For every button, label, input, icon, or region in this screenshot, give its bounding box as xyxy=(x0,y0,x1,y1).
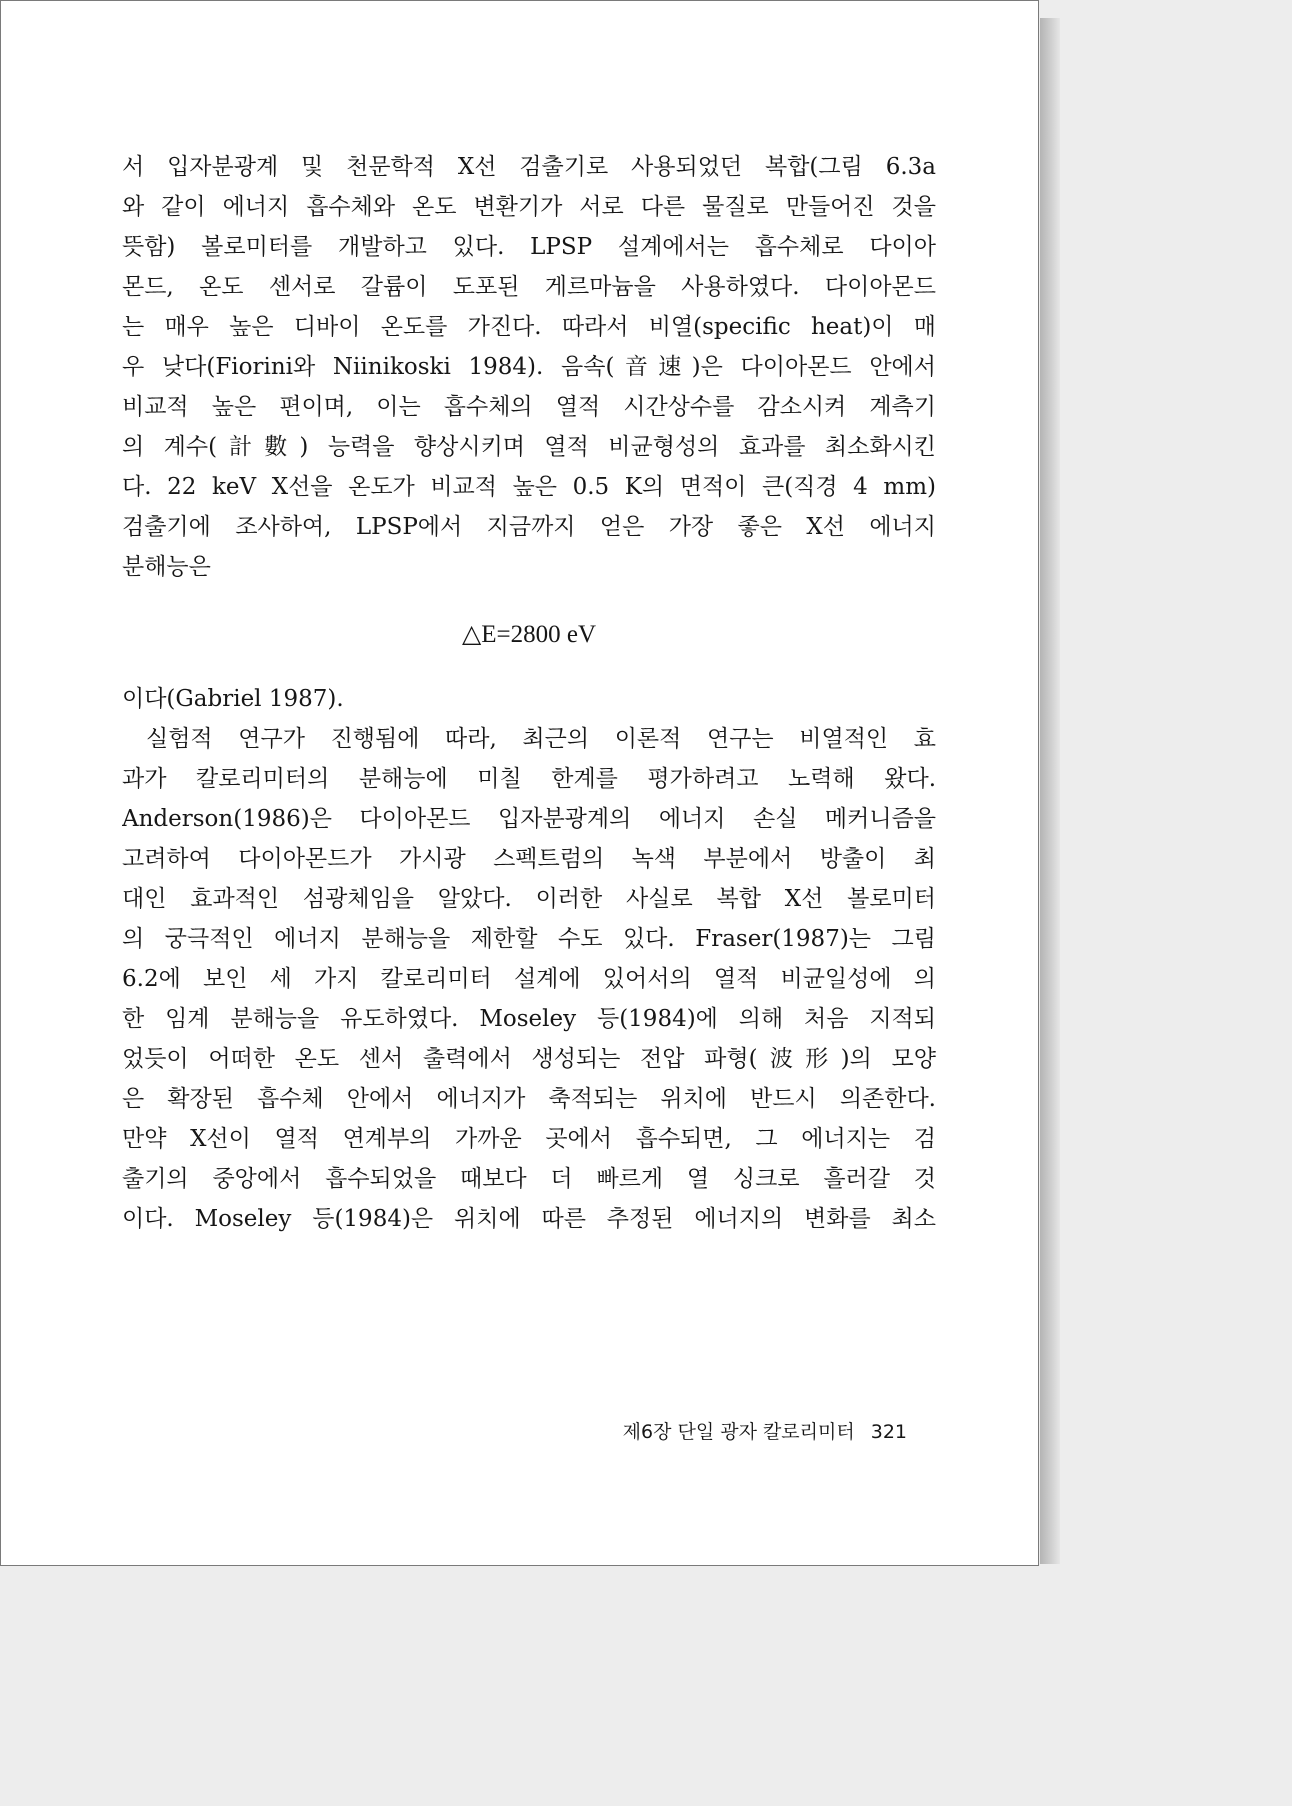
paragraph-1 xyxy=(122,147,936,587)
text-line: 서 입자분광계 및 천문학적 X선 검출기로 사용되었던 복합(그림 6.3a xyxy=(122,154,936,180)
text-line: 분해능은 xyxy=(122,554,211,580)
equation-tail: 이다(Gabriel 1987). xyxy=(122,686,344,712)
text-line: 비교적 높은 편이며, 이는 흡수체의 열적 시간상수를 감소시켜 계측기 xyxy=(122,394,936,420)
text-line: 의 궁극적인 에너지 분해능을 제한할 수도 있다. Fraser(1987)는 그림 xyxy=(122,926,936,952)
text-line: 다. 22 keV X선을 온도가 비교적 높은 0.5 K의 면적이 큰(직경 4 mm) xyxy=(122,474,936,500)
text-line: 한 임계 분해능을 유도하였다. Moseley 등(1984)에 의해 처음 지적되 xyxy=(122,1006,936,1032)
text-line: 이다. Moseley 등(1984)은 위치에 따른 추정된 에너지의 변화를 최소 xyxy=(122,1206,936,1232)
text-line: 만약 X선이 열적 연계부의 가까운 곳에서 흡수되면, 그 에너지는 검 xyxy=(122,1126,936,1152)
page-number: 321 xyxy=(870,1421,907,1443)
text-line: 실험적 연구가 진행됨에 따라, 최근의 이론적 연구는 비열적인 효 xyxy=(146,726,936,752)
equation: △E=2800 eV xyxy=(462,621,596,648)
body-text xyxy=(122,147,936,1239)
running-footer xyxy=(561,1417,907,1444)
text-line: 몬드, 온도 센서로 갈륨이 도포된 게르마늄을 사용하였다. 다이아몬드 xyxy=(122,274,936,300)
chapter-title: 제6장 단일 광자 칼로리미터 xyxy=(622,1421,855,1443)
text-line: 고려하여 다이아몬드가 가시광 스펙트럼의 녹색 부분에서 방출이 최 xyxy=(122,846,936,872)
text-line: Anderson(1986)은 다이아몬드 입자분광계의 에너지 손실 메커니즘을 xyxy=(122,806,936,832)
text-line: 출기의 중앙에서 흡수되었을 때보다 더 빠르게 열 싱크로 흘러갈 것 xyxy=(122,1166,936,1192)
text-line: 과가 칼로리미터의 분해능에 미칠 한계를 평가하려고 노력해 왔다. xyxy=(122,766,936,792)
text-line: 와 같이 에너지 흡수체와 온도 변환기가 서로 다른 물질로 만들어진 것을 xyxy=(122,194,936,220)
text-line: 었듯이 어떠한 온도 센서 출력에서 생성되는 전압 파형(波形)의 모양 xyxy=(122,1046,936,1072)
text-line: 의 계수(計數) 능력을 향상시키며 열적 비균형성의 효과를 최소화시킨 xyxy=(122,434,936,460)
text-line: 은 확장된 흡수체 안에서 에너지가 축적되는 위치에 반드시 의존한다. xyxy=(122,1086,936,1112)
paragraph-2 xyxy=(122,719,936,1239)
page-stack-edge xyxy=(1040,18,1060,1564)
text-line: 우 낮다(Fiorini와 Niinikoski 1984). 음속(音速)은 다이아몬드 안에서 xyxy=(122,354,936,380)
text-line: 뜻함) 볼로미터를 개발하고 있다. LPSP 설계에서는 흡수체로 다이아 xyxy=(122,234,936,260)
text-line: 6.2에 보인 세 가지 칼로리미터 설계에 있어서의 열적 비균일성에 의 xyxy=(122,966,936,992)
text-line: 는 매우 높은 디바이 온도를 가진다. 따라서 비열(specific heat)이 매 xyxy=(122,314,936,340)
text-line: 대인 효과적인 섬광체임을 알았다. 이러한 사실로 복합 X선 볼로미터 xyxy=(122,886,936,912)
text-line: 검출기에 조사하여, LPSP에서 지금까지 얻은 가장 좋은 X선 에너지 xyxy=(122,514,936,540)
